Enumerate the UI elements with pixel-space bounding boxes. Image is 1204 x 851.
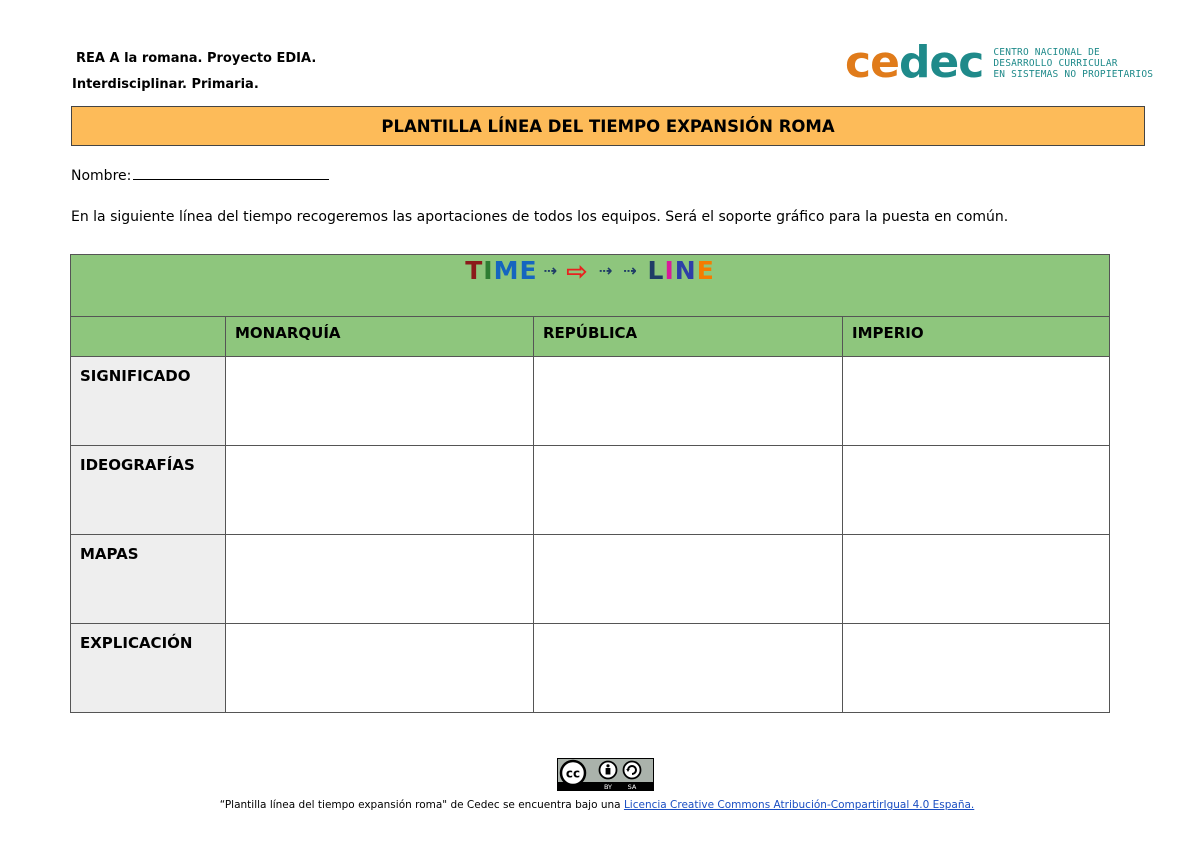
row-label-explicacion: EXPLICACIÓN (71, 624, 226, 713)
cell-mapas-republica[interactable] (534, 535, 843, 624)
time-letter-1: I (483, 256, 494, 285)
license-notice (0, 799, 1194, 811)
time-letter-3: E (519, 256, 538, 285)
logo-wordmark: cedec (845, 37, 984, 88)
line-letter-2: N (674, 256, 697, 285)
project-title: REA A la romana. Proyecto EDIA. (76, 51, 317, 66)
cell-explicacion-imperio[interactable] (843, 624, 1110, 713)
license-text: “Plantilla línea del tiempo expansión roma" de Cedec se encuentra bajo una (219, 799, 624, 811)
document-header (72, 46, 316, 98)
time-letter-0: T (465, 256, 484, 285)
name-label: Nombre: (71, 168, 132, 184)
project-subtitle: Interdisciplinar. Primaria. (72, 77, 259, 92)
page-title: PLANTILLA LÍNEA DEL TIEMPO EXPANSIÓN ROMA (71, 106, 1145, 146)
timeline-title-cell (71, 255, 1110, 317)
cell-explicacion-monarquia[interactable] (226, 624, 534, 713)
dotted-arrow-icon: ⇢ (598, 261, 612, 280)
table-row (71, 446, 1110, 535)
timeline-table (70, 254, 1110, 713)
row-label-ideografias: IDEOGRAFÍAS (71, 446, 226, 535)
cell-ideografias-imperio[interactable] (843, 446, 1110, 535)
cell-ideografias-republica[interactable] (534, 446, 843, 535)
table-row (71, 535, 1110, 624)
table-row (71, 624, 1110, 713)
cell-mapas-imperio[interactable] (843, 535, 1110, 624)
intro-text: En la siguiente línea del tiempo recogeremos las aportaciones de todos los equipos. Será el soporte gráfico para la puesta en común. (71, 209, 1009, 225)
column-header-republica: REPÚBLICA (534, 317, 843, 357)
column-header-imperio: IMPERIO (843, 317, 1110, 357)
corner-cell (71, 317, 226, 357)
table-row (71, 357, 1110, 446)
logo-tagline: CENTRO NACIONAL DE DESARROLLO CURRICULAR EN SISTEMAS NO PROPIETARIOS (993, 46, 1154, 80)
cell-significado-imperio[interactable] (843, 357, 1110, 446)
sa-mark: SA (627, 783, 637, 791)
line-letter-0: L (647, 256, 665, 285)
line-letter-3: E (696, 256, 715, 285)
row-label-mapas: MAPAS (71, 535, 226, 624)
dotted-arrow-icon: ⇢ (623, 261, 636, 280)
column-header-monarquia: MONARQUÍA (226, 317, 534, 357)
by-mark: BY (603, 783, 613, 791)
row-label-significado: SIGNIFICADO (71, 357, 226, 446)
cell-ideografias-monarquia[interactable] (226, 446, 534, 535)
name-field (71, 165, 329, 184)
cell-significado-republica[interactable] (534, 357, 843, 446)
name-blank-line[interactable] (133, 165, 329, 180)
cc-mark: cc (565, 766, 581, 781)
cell-mapas-monarquia[interactable] (226, 535, 534, 624)
dotted-arrow-icon: ⇢ (543, 261, 556, 280)
time-letter-2: M (493, 256, 520, 285)
timeline-title (465, 256, 715, 285)
cell-explicacion-republica[interactable] (534, 624, 843, 713)
cell-significado-monarquia[interactable] (226, 357, 534, 446)
cedec-logo (845, 37, 1154, 88)
outline-arrow-icon: ⇨ (565, 257, 589, 287)
line-letter-1: I (664, 256, 675, 285)
license-link[interactable]: Licencia Creative Commons Atribución-CompartirIgual 4.0 España. (623, 799, 975, 811)
cc-by-sa-badge-icon[interactable] (557, 758, 654, 791)
